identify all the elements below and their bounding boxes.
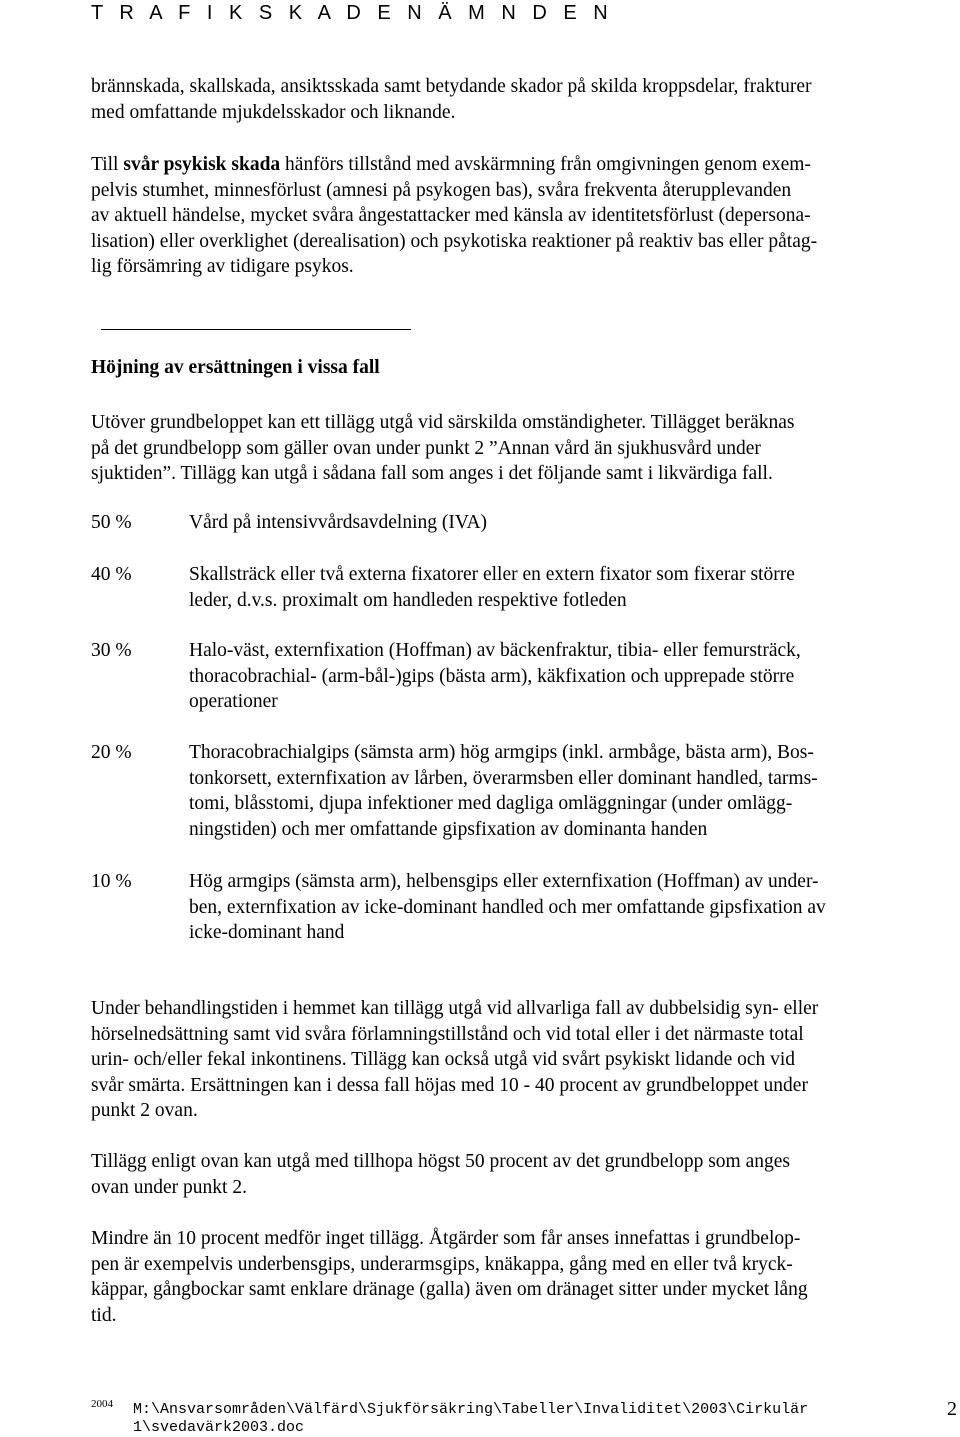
document-footer [91, 1398, 957, 1436]
text-line: 1\svedavärk2003.doc [133, 1419, 305, 1436]
text-line: ningstiden) och mer omfattande gipsfixation av dominanta handen [189, 818, 708, 840]
text-line: icke-dominant hand [189, 922, 345, 943]
paragraph-max-supplement [91, 1149, 921, 1200]
text-line: M:\Ansvarsområden\Välfärd\Sjukförsäkring\Tabeller\Invaliditet\2003\Cirkulär [133, 1401, 809, 1418]
text-line [91, 152, 921, 178]
text-line: leder, d.v.s. proximalt om handleden respektive fotleden [189, 589, 627, 611]
text-line: thoracobrachial- (arm-bål-)gips (bästa arm), käkfixation och upprepade större [189, 665, 795, 687]
percentage-description [189, 510, 487, 536]
paragraph-psychic-injury [91, 152, 921, 280]
section-heading: Höjning av ersättningen i vissa fall [91, 357, 380, 378]
percentage-label: 50 % [91, 512, 132, 533]
text-line: urin- och/eller fekal inkontinens. Tillägg kan också utgå vid svårt psykiskt lidande och vid [91, 1049, 796, 1070]
text-line: pelvis stumhet, minnesförlust (amnesi på psykogen bas), svåra frekventa återupplevanden [91, 179, 792, 201]
text-line: Under behandlingstiden i hemmet kan tillägg utgå vid allvarliga fall av dubbelsidig syn- eller [91, 998, 819, 1019]
text-line: av aktuell händelse, mycket svåra ångestattacker med känsla av identitetsförlust (depersona- [91, 205, 811, 226]
text-line: Hög armgips (sämsta arm), helbensgips eller externfixation (Hoffman) av under- [189, 871, 819, 892]
percentage-label: 30 % [91, 640, 132, 661]
text-run: hänförs tillstånd med avskärmning från omgivningen genom exem- [280, 154, 811, 175]
footer-file-path [133, 1401, 808, 1437]
section-divider [101, 329, 411, 330]
text-line: Halo-väst, externfixation (Hoffman) av bäckenfraktur, tibia- eller femursträck, [189, 640, 801, 661]
text-line: Thoracobrachialgips (sämsta arm) hög armgips (inkl. armbåge, bästa arm), Bos- [189, 742, 814, 763]
text-line: Skallsträck eller två externa fixatorer eller en extern fixator som fixerar större [189, 564, 795, 585]
percentage-description [189, 740, 818, 842]
text-line: hörselnedsättning samt vid svåra förlamningstillstånd och vid total eller i det närmaste total [91, 1023, 804, 1045]
text-run: Till [91, 154, 124, 175]
page-number: 2 [947, 1398, 957, 1420]
percentage-description [189, 562, 795, 613]
text-line: Mindre än 10 procent medför inget tillägg. Åtgärder som får anses innefattas i grundbelop- [91, 1228, 801, 1249]
text-line: lig försämring av tidigare psykos. [91, 256, 354, 277]
percentage-description [189, 638, 801, 715]
text-line: tid. [91, 1304, 117, 1326]
text-line: operationer [189, 691, 278, 712]
text-line: tomi, blåsstomi, djupa infektioner med dagliga omläggningar (under omlägg- [189, 793, 793, 814]
text-line: Utöver grundbeloppet kan ett tillägg utgå vid särskilda omständigheter. Tillägget beräknas [91, 412, 795, 433]
paragraph-supplement-intro [91, 410, 921, 487]
percentage-label: 20 % [91, 742, 132, 763]
percentage-label: 10 % [91, 871, 132, 892]
text-line: sjuktiden”. Tillägg kan utgå i sådana fall som anges i det följande samt i likvärdiga fall. [91, 463, 773, 484]
footer-year: 2004 [91, 1398, 113, 1410]
document-header-title: T R A F I K S K A D E N Ä M N D E N [91, 2, 614, 24]
percentage-description [189, 869, 826, 946]
paragraph-minimum-threshold [91, 1226, 921, 1328]
text-line: ovan under punkt 2. [91, 1176, 247, 1198]
text-line: lisation) eller overklighet (derealisation) och psykotiska reaktioner på reaktiv bas eller påtag- [91, 230, 818, 252]
text-line: svår smärta. Ersättningen kan i dessa fall höjas med 10 - 40 procent av grundbeloppet under [91, 1074, 808, 1096]
text-line: Tillägg enligt ovan kan utgå med tillhopa högst 50 procent av det grundbelopp som anges [91, 1151, 791, 1172]
text-line: tonkorsett, externfixation av lårben, överarmsben eller dominant handled, tarms- [189, 767, 818, 789]
percentage-label: 40 % [91, 564, 132, 585]
text-line: punkt 2 ovan. [91, 1100, 198, 1121]
text-line: med omfattande mjukdelsskador och liknande. [91, 101, 456, 123]
text-line: Vård på intensivvårdsavdelning (IVA) [189, 512, 488, 533]
text-line: brännskada, skallskada, ansiktsskada samt betydande skador på skilda kroppsdelar, frakturer [91, 76, 812, 97]
paragraph-home-treatment [91, 996, 921, 1124]
paragraph-injury-types [91, 74, 921, 125]
text-line: ben, externfixation av icke-dominant handled och mer omfattande gipsfixation av [189, 896, 826, 918]
text-line: på det grundbelopp som gäller ovan under punkt 2 ”Annan vård än sjukhusvård under [91, 437, 761, 459]
text-line: käppar, gångbockar samt enklare dränage (galla) även om dränaget sitter under mycket lång [91, 1279, 808, 1300]
text-line: pen är exempelvis underbensgips, underarmsgips, knäkappa, gång med en eller två kryck- [91, 1253, 793, 1275]
bold-term: svår psykisk skada [123, 154, 281, 175]
